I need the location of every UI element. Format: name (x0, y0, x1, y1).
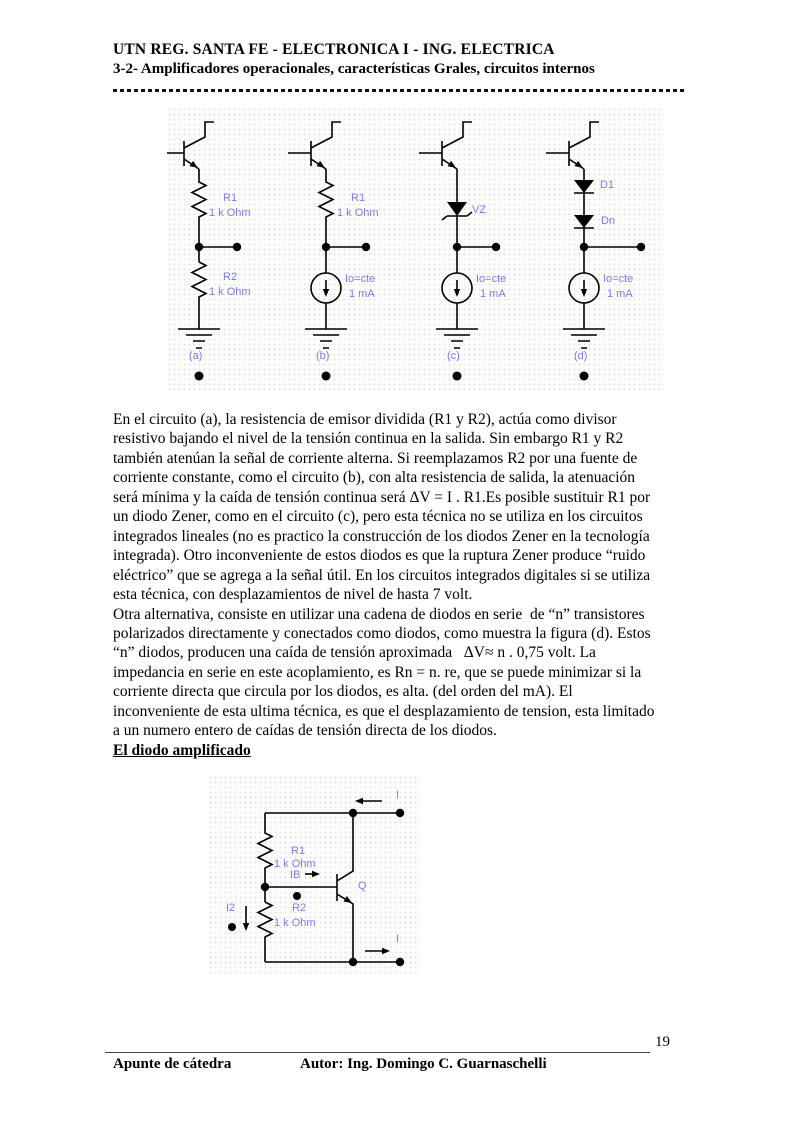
figure-amplified-diode (208, 775, 420, 975)
label-r1-value: 1 k Ohm (274, 858, 316, 870)
label-current-value: 1 mA (607, 288, 633, 300)
circuit-b (288, 122, 370, 381)
diode-icon (574, 215, 594, 228)
node-dot (322, 243, 330, 251)
transistor-icon (337, 813, 354, 962)
current-arrow-right-icon (365, 948, 390, 954)
label-vz: VZ (472, 204, 487, 216)
text-line: impedancia en serie en este acoplamiento, es Rn = n. re, que se puede minimizar si la (113, 663, 642, 681)
node-dot (453, 243, 461, 251)
text-line: resistivo bajando el nivel de la tensión continua en la salida. Sin embargo R1 y R2 (113, 430, 624, 448)
ground-icon (305, 329, 347, 348)
resistor-icon (192, 262, 206, 329)
text-line: también atenúan la señal de corriente alterna. Si reemplazamos R2 por una fuente de (113, 449, 638, 467)
label-i-top: I (396, 789, 400, 801)
ib-arrow-icon (305, 871, 320, 877)
dashed-separator (113, 89, 685, 92)
terminal-dot (453, 372, 462, 381)
node-dot (233, 243, 241, 251)
label-r2: R2 (292, 902, 307, 914)
diode-icon (574, 180, 594, 193)
label-r1: R1 (223, 192, 238, 204)
circuits-schematic (167, 107, 664, 390)
label-r1-value: 1 k Ohm (209, 207, 251, 219)
caption-a: (a) (189, 350, 203, 362)
i2-arrow-icon (243, 906, 249, 931)
terminal-dot (322, 372, 331, 381)
text-line: integrados lineales (no es practico la construcción de los diodos Zener en la tecnología (113, 527, 650, 545)
text-line: esta técnica, con desplazamientos de nivel de hasta 7 volt. (113, 586, 473, 604)
text-line: polarizados directamente y conectados como diodos, como muestra la figura (d). Estos (113, 624, 651, 642)
section-heading: El diodo amplificado (113, 742, 251, 759)
label-current-source: Io=cte (345, 273, 376, 285)
node-dot (637, 243, 645, 251)
resistor-icon (319, 169, 333, 273)
text-line: En el circuito (a), la resistencia de emisor dividida (R1 y R2), actúa como divisor (113, 411, 617, 428)
footer-source: Apunte de cátedra (113, 1056, 232, 1072)
caption-b: (b) (316, 350, 330, 362)
text-line: un diodo Zener, como en el circuito (c), pero esta técnica no se utiliza en los circuitos (113, 508, 643, 526)
circuit-a (167, 122, 241, 381)
label-r1: R1 (291, 845, 306, 857)
text-line: será mínima y la caída de tensión continua será ΔV = I . R1.Es posible sustituir R1 por (113, 488, 651, 506)
transistor-icon (167, 122, 214, 171)
amplified-diode-schematic (208, 775, 420, 975)
doc-subtitle: 3-2- Amplificadores operacionales, características Grales, circuitos internos (113, 61, 595, 77)
resistor-icon (258, 902, 272, 962)
node-dot (492, 243, 500, 251)
label-ib: IB (290, 869, 301, 881)
label-current-value: 1 mA (349, 288, 375, 300)
transistor-icon (288, 122, 341, 171)
node-dot (362, 243, 370, 251)
transistor-icon (419, 122, 472, 171)
label-q: Q (358, 880, 367, 892)
current-source-icon (569, 273, 599, 303)
text-line: corriente directa que circula por los diodos, es alta. (del orden del mA). El (113, 683, 573, 701)
label-current-value: 1 mA (480, 288, 506, 300)
label-i2: I2 (226, 902, 236, 914)
label-r2-value: 1 k Ohm (209, 286, 251, 298)
ground-icon (436, 329, 478, 348)
ground-icon (178, 329, 220, 348)
text-line: Otra alternativa, consiste en utilizar una cadena de diodos en serie de “n” transistores (113, 605, 645, 623)
terminal-dot (580, 372, 589, 381)
label-r2-value: 1 k Ohm (274, 917, 316, 929)
caption-d: (d) (574, 350, 588, 362)
node-dot (349, 958, 357, 966)
text-line: corriente constante, como el circuito (b), con alta resistencia de salida, la atenuación (113, 469, 636, 487)
footer-rule (105, 1052, 650, 1053)
label-current-source: Io=cte (476, 273, 507, 285)
ground-icon (563, 329, 605, 348)
doc-title: UTN REG. SANTA FE - ELECTRONICA I - ING. ELECTRICA (113, 41, 555, 58)
node-dot (195, 243, 203, 251)
label-dn: Dn (601, 215, 616, 227)
label-r2: R2 (223, 271, 238, 283)
node-dot (396, 809, 404, 817)
text-line: eléctrico” que se agrega a la señal útil. En los circuitos integrados digitales si se utiliza (113, 566, 651, 584)
current-arrow-left-icon (355, 798, 382, 804)
current-source-icon (442, 273, 472, 303)
node-dot (396, 958, 404, 966)
terminal-dot (195, 372, 204, 381)
label-r1-value: 1 k Ohm (337, 207, 379, 219)
label-i-bottom: I (396, 933, 400, 945)
paragraph-block (113, 410, 693, 741)
label-d1: D1 (600, 179, 615, 191)
junction-dot (228, 923, 236, 931)
footer-author: Autor: Ing. Domingo C. Guarnaschelli (300, 1056, 547, 1072)
text-line: “n” diodos, producen una caída de tensión aproximada ΔV≈ n . 0,75 volt. La (113, 644, 596, 662)
circuit-d (546, 122, 645, 381)
current-source-icon (311, 273, 341, 303)
label-current-source: Io=cte (603, 273, 634, 285)
junction-dot (293, 892, 301, 900)
page-number: 19 (655, 1034, 670, 1050)
transistor-icon (546, 122, 599, 171)
circuit-c (419, 122, 500, 381)
node-dot (580, 243, 588, 251)
caption-c: (c) (447, 350, 460, 362)
label-r1: R1 (351, 192, 366, 204)
text-line: a un numero entero de caídas de tensión directa de los diodos. (113, 722, 497, 740)
text-line: integrada). Otro inconveniente de estos diodos es que la ruptura Zener produce “ruido (113, 547, 646, 565)
figure-level-shifting-circuits (167, 107, 664, 390)
text-line: inconveniente de esta ultima técnica, es que el desplazamiento de tension, esta limitado (113, 702, 655, 720)
